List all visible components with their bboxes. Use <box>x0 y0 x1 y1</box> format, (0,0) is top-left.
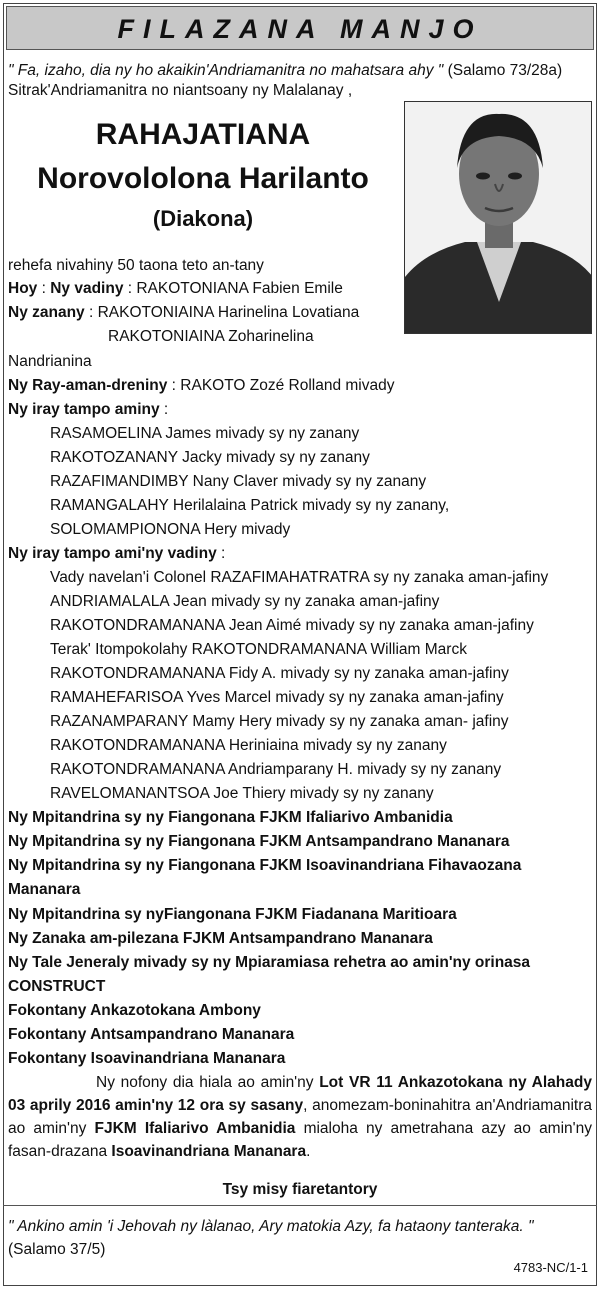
no-wreaths-notice: Tsy misy fiaretantory <box>222 1181 378 1198</box>
church-line: Mananara <box>8 881 81 898</box>
parents-label: Ny Ray-aman-dreniny <box>8 377 168 394</box>
portrait-icon <box>405 102 592 334</box>
inlaw-item: ANDRIAMALALA Jean mivady sy ny zanaka aman-jafiny <box>50 593 440 610</box>
announcement-paragraph <box>8 1071 592 1163</box>
company-line: Ny Tale Jeneraly mivady sy ny Mpiaramiasa rehetra ao amin'ny orinasa <box>8 954 531 971</box>
fokontany-line: Fokontany Isoavinandriana Mananara <box>8 1050 286 1067</box>
inlaws-heading: Ny iray tampo ami'ny vadiny : <box>8 545 226 562</box>
deceased-title <box>8 206 398 232</box>
children-label: Ny zanany <box>8 304 85 321</box>
footer-quote-ref: (Salamo 37/5) <box>8 1241 106 1258</box>
spouse-line: Hoy : Ny vadiny : RAKOTONIANA Fabien Emile <box>8 280 343 297</box>
deceased-given-names-text: Norovololona Harilanto <box>37 162 369 195</box>
church-line: Ny Mpitandrina sy nyFiangonana FJKM Fiadanana Maritioara <box>8 906 457 923</box>
child-name-2: RAKOTONIAINA Zoharinelina <box>108 328 314 345</box>
parents-name: : RAKOTO Zozé Rolland mivady <box>171 377 395 394</box>
announcement-place-date: Lot VR 11 Ankazotokana ny Alahady 03 aprily 2016 amin'ny 12 ora sy sasany <box>8 1074 592 1114</box>
inlaw-item: Terak' Itompokolahy RAKOTONDRAMANANA William Marck <box>50 641 467 658</box>
company-line: CONSTRUCT <box>8 978 106 995</box>
header-quote <box>8 61 562 81</box>
hoy-label: Hoy <box>8 280 38 297</box>
header-quote-ref: (Salamo 73/28a) <box>447 62 563 79</box>
sibling-item: RASAMOELINA James mivady sy ny zanany <box>50 425 360 442</box>
announcement-text: Ny nofony dia hiala ao amin'ny <box>96 1074 314 1091</box>
children-line <box>8 303 359 323</box>
fokontany-line: Fokontany Ankazotokana Ambony <box>8 1002 261 1019</box>
inlaw-item: RAMAHEFARISOA Yves Marcel mivady sy ny zanaka aman-jafiny <box>50 689 504 706</box>
spouse-label: Ny vadiny <box>50 280 124 297</box>
announcement-text: mialoha ny ametrahana azy ao amin'ny fasan-drazana <box>8 1120 592 1160</box>
footer-divider <box>3 1205 597 1206</box>
banner-title: FILAZANA MANJO <box>6 6 594 50</box>
siblings-heading: Ny iray tampo aminy : <box>8 401 169 418</box>
deceased-title-text: (Diakona) <box>152 206 254 231</box>
sibling-item: SOLOMAMPIONONA Hery mivady <box>50 521 291 538</box>
fokontany-line: Fokontany Antsampandrano Mananara <box>8 1026 295 1043</box>
announcement-text: , anomezam-boninahitra an'Andriamanitra ao amin'ny <box>8 1097 592 1137</box>
announcement-church: FJKM Ifaliarivo Ambanidia <box>94 1120 296 1137</box>
inlaw-item: RAKOTONDRAMANANA Andriamparany H. mivady sy ny zanany <box>50 761 502 778</box>
announcement-burial-place: Isoavinandriana Mananara <box>111 1143 307 1160</box>
deceased-surname <box>8 118 398 152</box>
child-name: : RAKOTONIAINA Harinelina Lovatiana <box>88 304 360 321</box>
footer-quote: " Ankino amin 'i Jehovah ny làlanao, Ary matokia Azy, fa hataony tanteraka. " <box>8 1218 534 1235</box>
sibling-item: RAKOTOZANANY Jacky mivady sy ny zanany <box>50 449 370 466</box>
age-line: rehefa nivahiny 50 taona teto an-tany <box>8 257 264 274</box>
inlaw-item: RAKOTONDRAMANANA Fidy A. mivady sy ny zanaka aman-jafiny <box>50 665 509 682</box>
header-quote-text: " Fa, izaho, dia ny ho akaikin'Andriamanitra no mahatsara ahy " <box>8 62 444 79</box>
deceased-surname-text: RAHAJATIANA <box>95 118 311 151</box>
spouse-name: : RAKOTONIANA Fabien Emile <box>127 280 343 297</box>
inlaw-item: Vady navelan'i Colonel RAZAFIMAHATRATRA sy ny zanaka aman-jafiny <box>50 569 549 586</box>
siblings-label: Ny iray tampo aminy <box>8 401 160 418</box>
church-line: Ny Mpitandrina sy ny Fiangonana FJKM Isoavinandriana Fihavaozana <box>8 857 522 874</box>
deceased-given-names <box>8 162 398 196</box>
announcement-text: . <box>306 1143 311 1160</box>
inlaw-item: RAKOTONDRAMANANA Heriniaina mivady sy ny zanany <box>50 737 447 754</box>
inlaws-label: Ny iray tampo ami'ny vadiny <box>8 545 217 562</box>
parents-line <box>8 376 395 396</box>
intro-text: Sitrak'Andriamanitra no niantsoany ny Malalanay , <box>8 82 353 99</box>
inlaw-item: RAKOTONDRAMANANA Jean Aimé mivady sy ny zanaka aman-jafiny <box>50 617 534 634</box>
nandrianina-line: Nandrianina <box>8 353 92 370</box>
church-line: Ny Mpitandrina sy ny Fiangonana FJKM Ifaliarivo Ambanidia <box>8 809 453 826</box>
sibling-item: RAMANGALAHY Herilalaina Patrick mivady sy ny zanany, <box>50 497 450 514</box>
reference-code: 4783-NC/1-1 <box>513 1260 588 1275</box>
church-line: Ny Zanaka am-pilezana FJKM Antsampandrano Mananara <box>8 930 433 947</box>
portrait-photo <box>404 101 592 334</box>
inlaw-item: RAVELOMANANTSOA Joe Thiery mivady sy ny zanany <box>50 785 434 802</box>
inlaw-item: RAZANAMPARANY Mamy Hery mivady sy ny zanaka aman- jafiny <box>50 713 509 730</box>
sibling-item: RAZAFIMANDIMBY Nany Claver mivady sy ny zanany <box>50 473 427 490</box>
church-line: Ny Mpitandrina sy ny Fiangonana FJKM Antsampandrano Mananara <box>8 833 510 850</box>
